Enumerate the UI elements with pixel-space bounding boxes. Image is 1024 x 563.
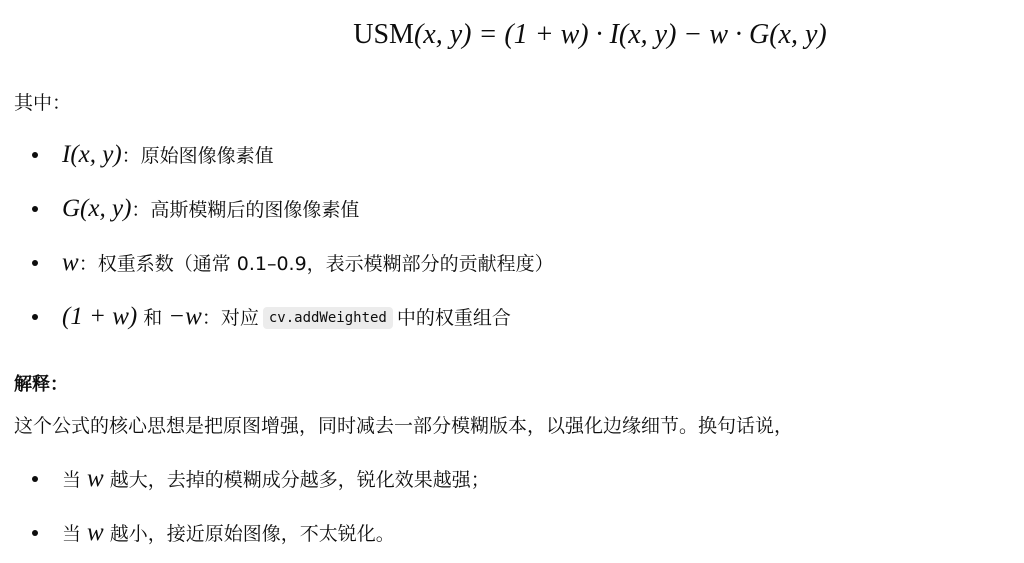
definition-text: ：权重系数（通常 0.1–0.9，表示模糊部分的贡献程度） bbox=[78, 253, 554, 275]
effect-prefix: 当 bbox=[62, 523, 88, 545]
definition-text: ：高斯模糊后的图像像素值 bbox=[131, 199, 360, 221]
effect-prefix: 当 bbox=[62, 469, 88, 491]
list-item bbox=[0, 452, 1024, 506]
formula-rhs: = (1 + w) · I(x, y) − w · G(x, y) bbox=[471, 19, 827, 50]
effect-text: 越大，去掉的模糊成分越多，锐化效果越强； bbox=[103, 469, 490, 491]
math-symbol: w bbox=[62, 249, 79, 276]
math-symbol: I(x, y) bbox=[62, 141, 122, 168]
list-item bbox=[0, 506, 1024, 560]
bullet-dot bbox=[32, 260, 38, 266]
explain-paragraph: 这个公式的核心思想是把原图增强，同时减去一部分模糊版本，以强化边缘细节。换句话说， bbox=[14, 415, 794, 437]
list-item bbox=[0, 182, 1024, 236]
list-item bbox=[0, 128, 1024, 182]
math-symbol-2: −w bbox=[168, 303, 202, 330]
list-item bbox=[0, 290, 1024, 344]
formula-lhs: USM bbox=[353, 19, 414, 50]
definition-text: ：对应 bbox=[201, 307, 259, 329]
math-symbol: G(x, y) bbox=[62, 195, 132, 222]
bullet-dot bbox=[32, 206, 38, 212]
list-item bbox=[0, 236, 1024, 290]
formula-args: (x, y) bbox=[413, 19, 472, 50]
effects-list bbox=[0, 452, 1024, 560]
bullet-dot bbox=[32, 314, 38, 320]
effect-text: 越小，接近原始图像，不太锐化。 bbox=[103, 523, 395, 545]
definition-text-2: 中的权重组合 bbox=[396, 307, 511, 329]
definition-text: ：原始图像像素值 bbox=[121, 145, 274, 167]
bullet-dot bbox=[32, 476, 38, 482]
explain-heading: 解释： bbox=[14, 374, 68, 395]
math-symbol: (1 + w) bbox=[62, 303, 138, 330]
where-label: 其中： bbox=[14, 92, 72, 114]
connector-text: 和 bbox=[137, 307, 169, 329]
definitions-list bbox=[0, 128, 1024, 344]
math-symbol: w bbox=[87, 465, 104, 492]
bullet-dot bbox=[32, 152, 38, 158]
usm-formula bbox=[0, 19, 1024, 51]
inline-code: cv.addWeighted bbox=[263, 307, 393, 329]
bullet-dot bbox=[32, 530, 38, 536]
math-symbol: w bbox=[87, 519, 104, 546]
